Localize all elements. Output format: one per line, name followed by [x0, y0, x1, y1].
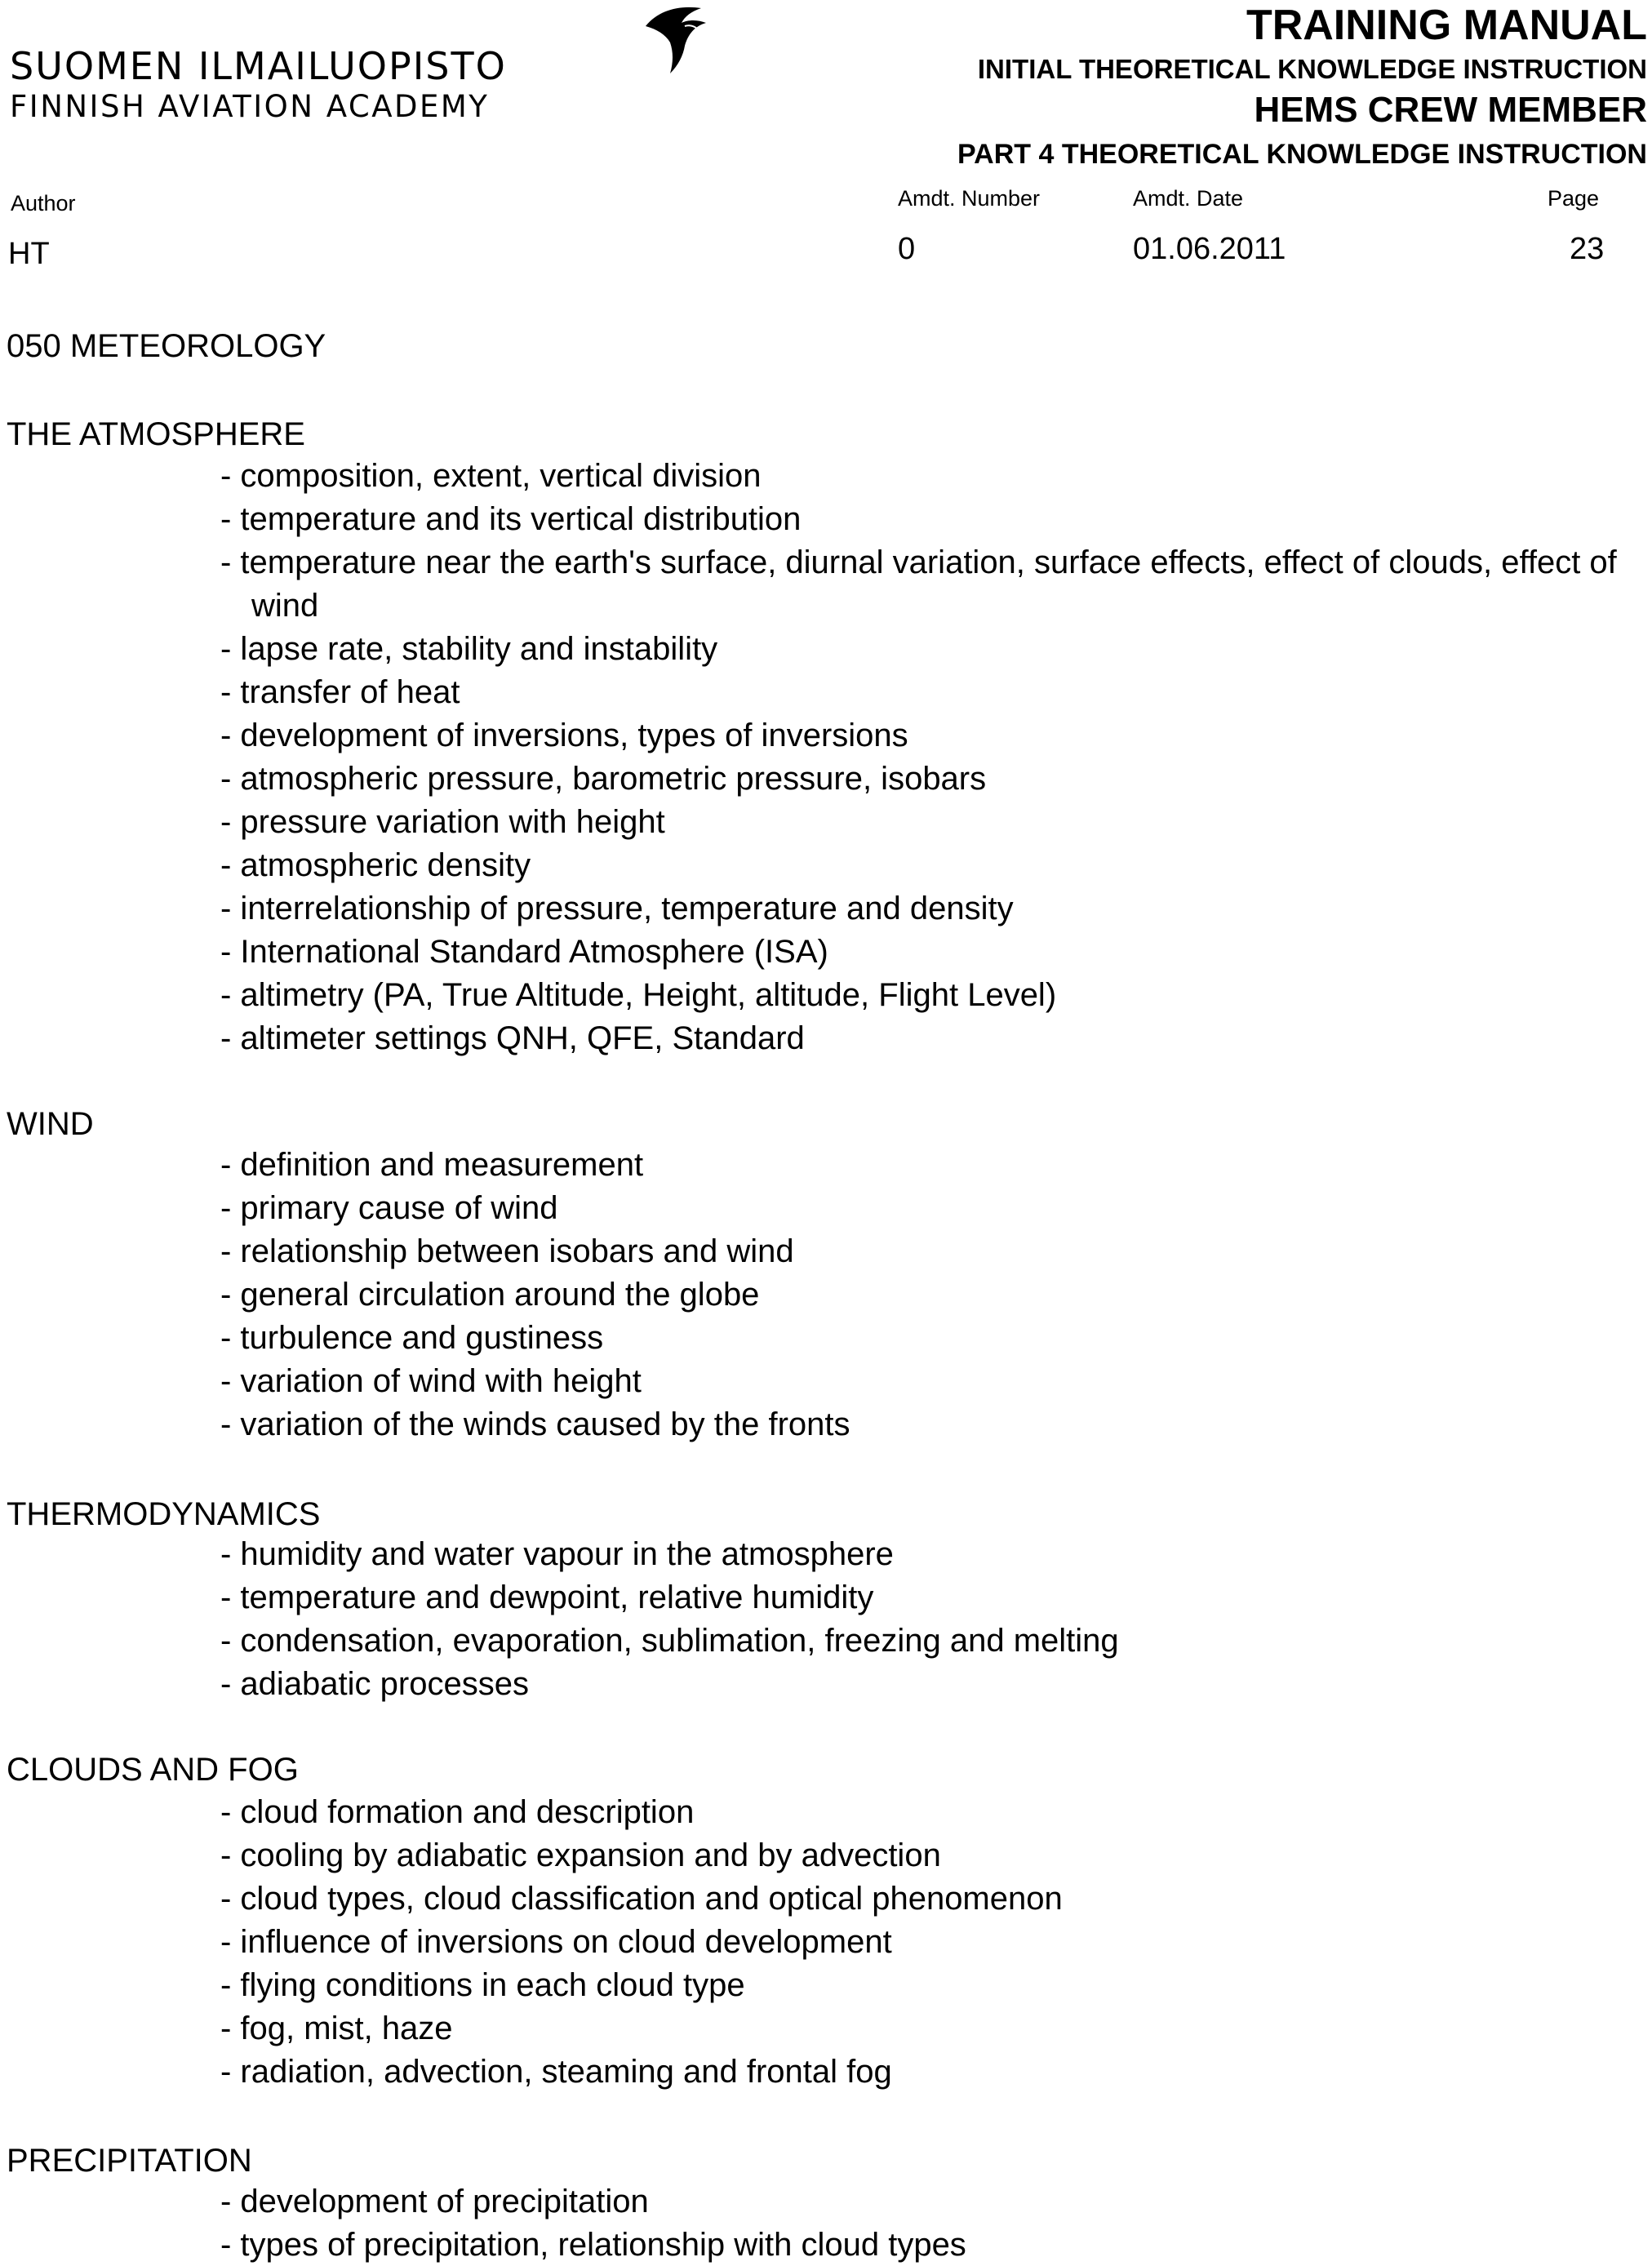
list-item: - International Standard Atmosphere (ISA)	[220, 934, 828, 970]
section-heading-clouds-and-fog: CLOUDS AND FOG	[7, 1752, 299, 1788]
subject-heading: 050 METEOROLOGY	[7, 328, 326, 364]
part-title: PART 4 THEORETICAL KNOWLEDGE INSTRUCTION	[957, 139, 1647, 170]
list-item: - variation of the winds caused by the fronts	[220, 1406, 850, 1442]
section-list-clouds-and-fog	[220, 1791, 1641, 2094]
page-number-label: Page	[1548, 186, 1600, 211]
list-item: - general circulation around the globe	[220, 1277, 760, 1313]
amendment-number-value: 0	[898, 232, 916, 266]
list-item: - atmospheric density	[220, 847, 531, 883]
list-item: - temperature and dewpoint, relative humidity	[220, 1580, 874, 1615]
organization-name-finnish: SUOMEN ILMAILUOPISTO	[10, 44, 507, 88]
section-list-thermodynamics	[220, 1533, 1641, 1706]
course-title: HEMS CREW MEMBER	[1254, 90, 1647, 130]
list-item: - definition and measurement	[220, 1147, 644, 1183]
manual-title: TRAINING MANUAL	[1246, 2, 1647, 49]
section-heading-wind: WIND	[7, 1106, 94, 1142]
list-item: - radiation, advection, steaming and frontal fog	[220, 2054, 892, 2090]
list-item: - cloud types, cloud classification and optical phenomenon	[220, 1881, 1063, 1917]
section-heading-precipitation: PRECIPITATION	[7, 2143, 252, 2179]
list-item: - cloud formation and description	[220, 1794, 695, 1830]
list-item: - condensation, evaporation, sublimation, freezing and melting	[220, 1623, 1119, 1659]
list-item: - development of precipitation	[220, 2184, 649, 2219]
list-item: - lapse rate, stability and instability	[220, 631, 718, 667]
manual-subtitle: INITIAL THEORETICAL KNOWLEDGE INSTRUCTION	[977, 54, 1647, 84]
section-heading-thermodynamics: THERMODYNAMICS	[7, 1496, 321, 1532]
list-item: - atmospheric pressure, barometric pressure, isobars	[220, 761, 987, 797]
list-item: - transfer of heat	[220, 674, 460, 710]
page-number-value: 23	[1570, 232, 1605, 266]
amendment-number-label: Amdt. Number	[898, 186, 1041, 211]
list-item: - influence of inversions on cloud development	[220, 1924, 892, 1960]
list-item: - cooling by adiabatic expansion and by advection	[220, 1837, 941, 1873]
list-item: - flying conditions in each cloud type	[220, 1967, 745, 2003]
list-item: - adiabatic processes	[220, 1666, 529, 1702]
section-list-atmosphere	[220, 455, 1641, 1060]
amendment-date-value: 01.06.2011	[1133, 232, 1286, 266]
list-item: - fog, mist, haze	[220, 2011, 453, 2046]
list-item: - interrelationship of pressure, temperature and density	[220, 891, 1014, 926]
list-item: - temperature and its vertical distribution	[220, 501, 802, 537]
list-item: - relationship between isobars and wind	[220, 1233, 794, 1269]
list-item: - types of precipitation, relationship with cloud types	[220, 2227, 966, 2263]
list-item: - composition, extent, vertical division	[220, 458, 762, 494]
list-item: - variation of wind with height	[220, 1363, 642, 1399]
author-label: Author	[11, 191, 76, 215]
bird-logo-icon	[641, 2, 716, 77]
list-item: - altimeter settings QNH, QFE, Standard	[220, 1020, 805, 1056]
section-list-wind	[220, 1144, 1641, 1446]
section-list-precipitation	[220, 2180, 1641, 2266]
list-item: - altimetry (PA, True Altitude, Height, altitude, Flight Level)	[220, 977, 1057, 1013]
amendment-date-label: Amdt. Date	[1133, 186, 1244, 211]
section-heading-atmosphere: THE ATMOSPHERE	[7, 416, 305, 452]
list-item: - pressure variation with height	[220, 804, 665, 840]
list-item: - primary cause of wind	[220, 1190, 558, 1226]
list-item: - turbulence and gustiness	[220, 1320, 604, 1356]
list-item: - temperature near the earth's surface, diurnal variation, surface effects, effect of clouds, effect of wind	[220, 544, 1617, 624]
organization-name-english: FINNISH AVIATION ACADEMY	[10, 89, 490, 124]
list-item: - development of inversions, types of inversions	[220, 718, 908, 753]
list-item: - humidity and water vapour in the atmosphere	[220, 1536, 894, 1572]
author-value: HT	[8, 237, 50, 271]
